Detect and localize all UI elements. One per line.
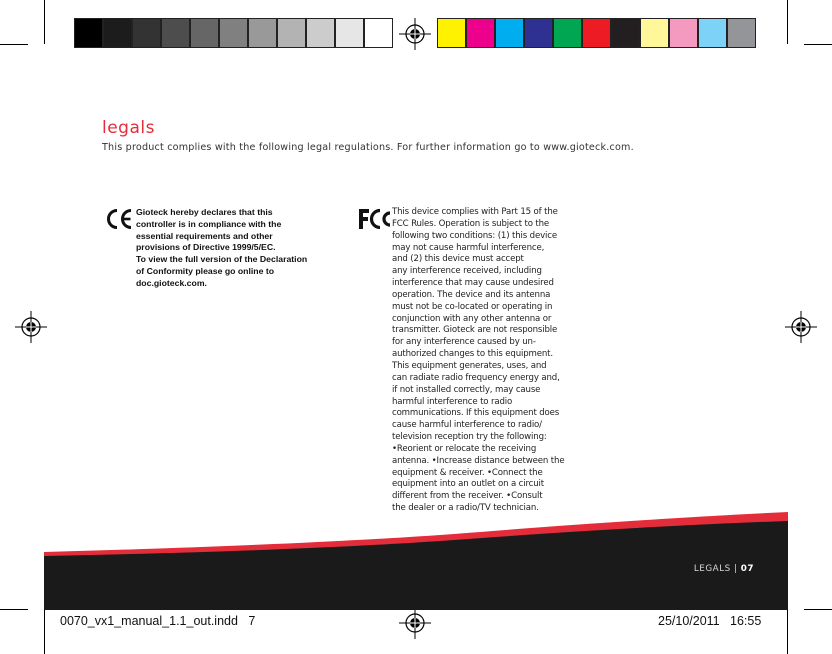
fcc-line: may not cause harmful interference, — [392, 242, 545, 253]
process-swatch — [553, 18, 582, 48]
footer-section: LEGALS — [693, 564, 731, 574]
process-swatch — [437, 18, 466, 48]
process-swatch — [524, 18, 553, 48]
ce-mark-icon — [104, 208, 134, 230]
fcc-line: must not be co-located or operating in — [392, 301, 553, 312]
fcc-line: harmful interference to radio — [392, 396, 513, 407]
slug-filename: 0070_vx1_manual_1.1_out.indd 7 — [60, 614, 256, 628]
ce-line: doc.gioteck.com. — [136, 277, 207, 288]
slug-time: 16:55 — [730, 614, 762, 628]
fcc-line: antenna. •Increase distance between the — [392, 455, 565, 466]
fcc-line: cause harmful interference to radio/ — [392, 420, 542, 431]
process-swatch — [582, 18, 611, 48]
gray-swatch — [248, 18, 277, 48]
fcc-line: communications. If this equipment does — [392, 408, 560, 419]
crop-mark — [787, 610, 788, 654]
crop-mark — [804, 44, 832, 45]
fcc-line: can radiate radio frequency energy and, — [392, 372, 560, 383]
footer-band — [44, 512, 788, 610]
page-number: 07 — [740, 564, 754, 574]
gray-swatch — [190, 18, 219, 48]
fcc-statement — [392, 207, 602, 515]
fcc-line: interference that may cause undesired — [392, 278, 554, 289]
fcc-line: This device complies with Part 15 of the — [392, 207, 558, 217]
gray-swatch — [161, 18, 190, 48]
process-swatch — [698, 18, 727, 48]
fcc-line: different from the receiver. •Consult — [392, 491, 543, 502]
fcc-line: FCC Rules. Operation is subject to the — [392, 218, 550, 229]
page-footer — [694, 564, 754, 574]
ce-line: of Conformity please go online to — [136, 265, 275, 276]
fcc-line: equipment & receiver. •Connect the — [392, 467, 543, 478]
crop-mark — [0, 609, 28, 610]
fcc-line: transmitter. Gioteck are not responsible — [392, 325, 558, 336]
registration-mark-icon — [15, 311, 47, 343]
fcc-line: conjunction with any other antenna or — [392, 313, 552, 324]
process-swatch — [669, 18, 698, 48]
gray-swatch — [103, 18, 132, 48]
gray-swatch — [219, 18, 248, 48]
gray-swatch — [132, 18, 161, 48]
crop-mark — [44, 610, 45, 654]
fcc-line: operation. The device and its antenna — [392, 289, 551, 300]
slug-date: 25/10/2011 — [658, 614, 720, 628]
registration-mark-icon — [399, 18, 431, 50]
page-title: legals — [102, 118, 155, 138]
fcc-line: and (2) this device must accept — [392, 254, 524, 265]
crop-mark — [0, 44, 28, 45]
process-swatch — [640, 18, 669, 48]
registration-mark-icon — [785, 311, 817, 343]
fcc-line: •Reorient or relocate the receiving — [392, 443, 537, 454]
gray-swatch — [335, 18, 364, 48]
process-swatch — [727, 18, 756, 48]
fcc-line: for any interference caused by un- — [392, 337, 536, 348]
ce-line: provisions of Directive 1999/5/EC. — [136, 242, 276, 253]
gray-swatch — [74, 18, 103, 48]
fcc-line: television reception try the following: — [392, 432, 547, 443]
crop-mark — [787, 0, 788, 44]
fcc-line: following two conditions: (1) this device — [392, 230, 557, 241]
fcc-logo-icon — [357, 208, 391, 230]
ce-line: Gioteck hereby declares that this — [136, 207, 273, 217]
gray-swatch — [364, 18, 393, 48]
process-swatch — [495, 18, 524, 48]
ce-line: To view the full version of the Declaration — [136, 254, 308, 265]
ce-declaration — [136, 207, 346, 290]
process-swatch — [611, 18, 640, 48]
fcc-line: if not installed correctly, may cause — [392, 384, 541, 395]
fcc-line: the dealer or a radio/TV technician. — [392, 503, 539, 514]
footer-separator: | — [733, 564, 738, 574]
fcc-line: authorized changes to this equipment. — [392, 349, 553, 360]
fcc-line: This equipment generates, uses, and — [392, 360, 547, 371]
gray-swatch — [306, 18, 335, 48]
fcc-line: equipment into an outlet on a circuit — [392, 479, 544, 490]
ce-line: controller is in compliance with the — [136, 218, 282, 229]
crop-mark — [804, 609, 832, 610]
ce-line: essential requirements and other — [136, 230, 273, 241]
page-subtitle: This product complies with the following legal regulations. For further information go to www.gioteck.com. — [102, 142, 634, 153]
process-swatch — [466, 18, 495, 48]
gray-swatch — [277, 18, 306, 48]
fcc-line: any interference received, including — [392, 266, 542, 277]
crop-mark — [44, 0, 45, 44]
registration-mark-icon — [399, 607, 431, 639]
